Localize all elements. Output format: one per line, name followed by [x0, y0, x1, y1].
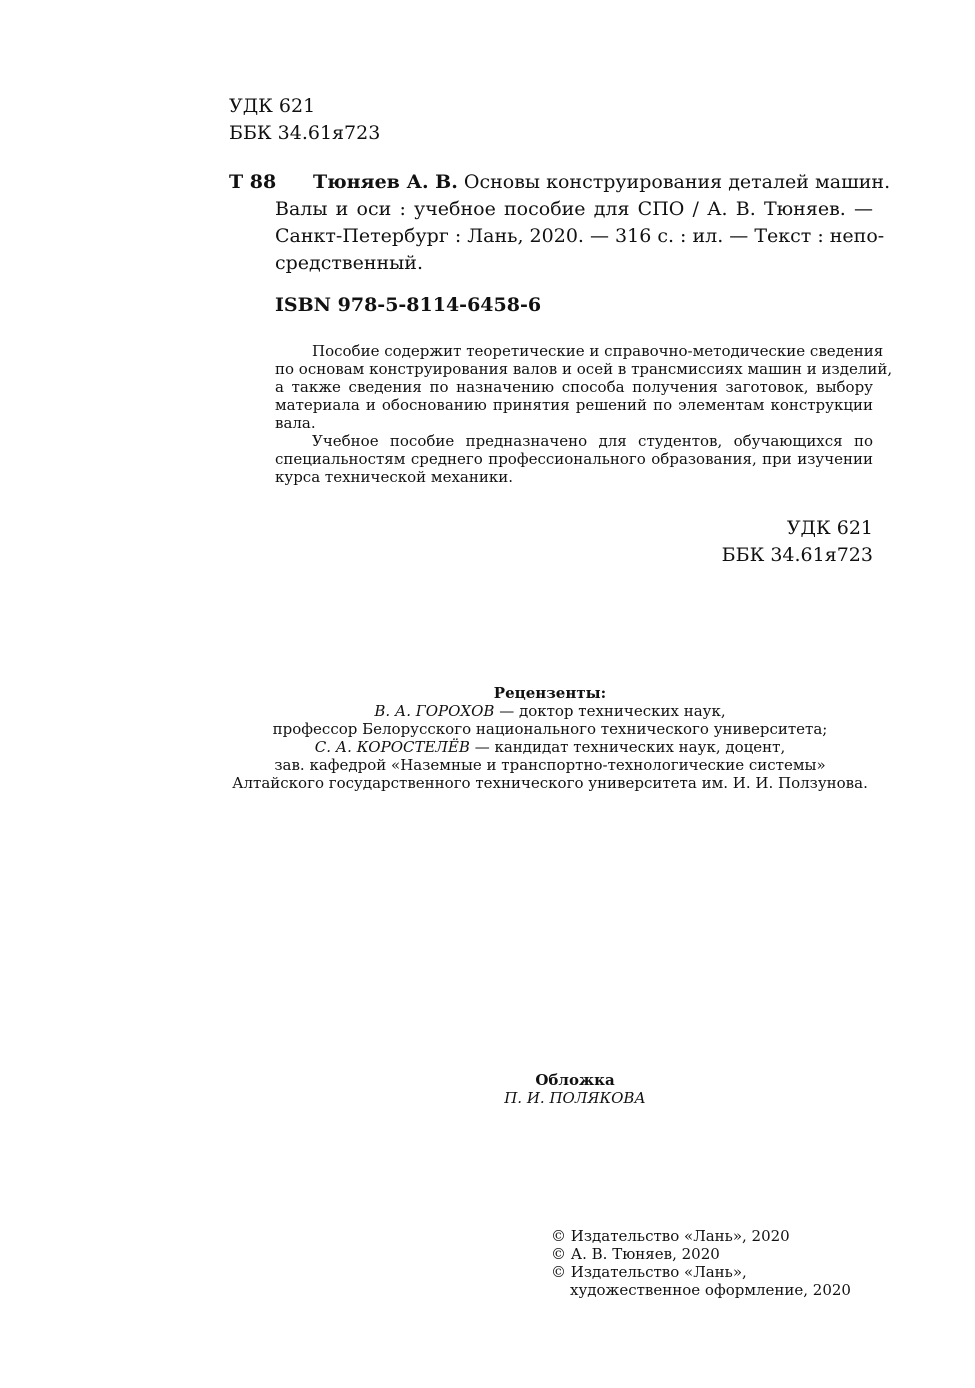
reviewer-2-name: С. А. КОРОСТЕЛЁВ	[314, 738, 470, 756]
isbn: ISBN 978-5-8114-6458-6	[275, 294, 542, 316]
annotation-p2-line: Учебное пособие предназначено для студентов, обучающихся по	[312, 432, 873, 450]
bbk-code-top: ББК 34.61я723	[229, 122, 381, 144]
entry-author: Тюняев А. В.	[313, 171, 458, 193]
annotation-p1-last: вала.	[275, 414, 316, 432]
reviewer-2	[175, 738, 925, 756]
reviewers	[175, 684, 925, 792]
reviewer-1	[175, 702, 925, 720]
annotation-p1-line: Пособие содержит теоретические и справочно-методические сведения	[312, 342, 884, 360]
entry-line-2: Валы и оси : учебное пособие для СПО / А. В. Тюняев. —	[275, 198, 873, 220]
reviewer-2-title: — кандидат технических наук, доцент,	[469, 738, 786, 756]
entry-line-4: средственный.	[275, 252, 423, 274]
entry-line-3: Санкт-Петербург : Лань, 2020. — 316 с. : ил. — Текст : непо-	[275, 225, 885, 247]
reviewer-2-department: зав. кафедрой «Наземные и транспортно-технологические системы»	[274, 756, 826, 774]
reviewer-1-title: — доктор технических наук,	[494, 702, 726, 720]
reviewer-2-university: Алтайского государственного технического университета им. И. И. Ползунова.	[232, 774, 868, 792]
annotation-p1-line: по основам конструирования валов и осей в трансмиссиях машин и изделий,	[275, 360, 893, 378]
copyright	[551, 1227, 881, 1299]
cover-heading: Обложка	[535, 1071, 615, 1089]
author-cipher: Т 88	[229, 171, 277, 193]
bbk-code-right: ББК 34.61я723	[721, 544, 873, 566]
copyright-design: © Издательство «Лань»,	[551, 1263, 747, 1281]
udk-code-top: УДК 621	[229, 95, 316, 117]
copyright-author: © А. В. Тюняев, 2020	[551, 1245, 720, 1263]
cover-designer: П. И. ПОЛЯКОВА	[504, 1089, 646, 1107]
copyright-design-cont: художественное оформление, 2020	[570, 1281, 851, 1299]
annotation	[275, 342, 893, 486]
copyright-publisher: © Издательство «Лань», 2020	[551, 1227, 790, 1245]
reviewer-1-affiliation: профессор Белорусского национального технического университета;	[272, 720, 828, 738]
annotation-p1-line: материала и обоснованию принятия решений по элементам конструкции	[275, 396, 873, 414]
bibliographic-entry	[275, 169, 891, 277]
reviewers-heading: Рецензенты:	[493, 684, 607, 702]
udk-code-right: УДК 621	[786, 517, 873, 539]
annotation-p1-line: а также сведения по назначению способа получения заготовок, выбору	[275, 378, 873, 396]
top-codes	[229, 93, 529, 147]
annotation-p2-last: курса технической механики.	[275, 468, 513, 486]
reviewer-1-name: В. А. ГОРОХОВ	[374, 702, 495, 720]
entry-line-1	[275, 169, 891, 196]
entry-title: Основы конструирования деталей машин.	[463, 171, 891, 193]
cover-credit	[375, 1071, 775, 1107]
right-codes	[573, 515, 873, 569]
annotation-p2-line: специальностям среднего профессионального образования, при изучении	[275, 450, 873, 468]
